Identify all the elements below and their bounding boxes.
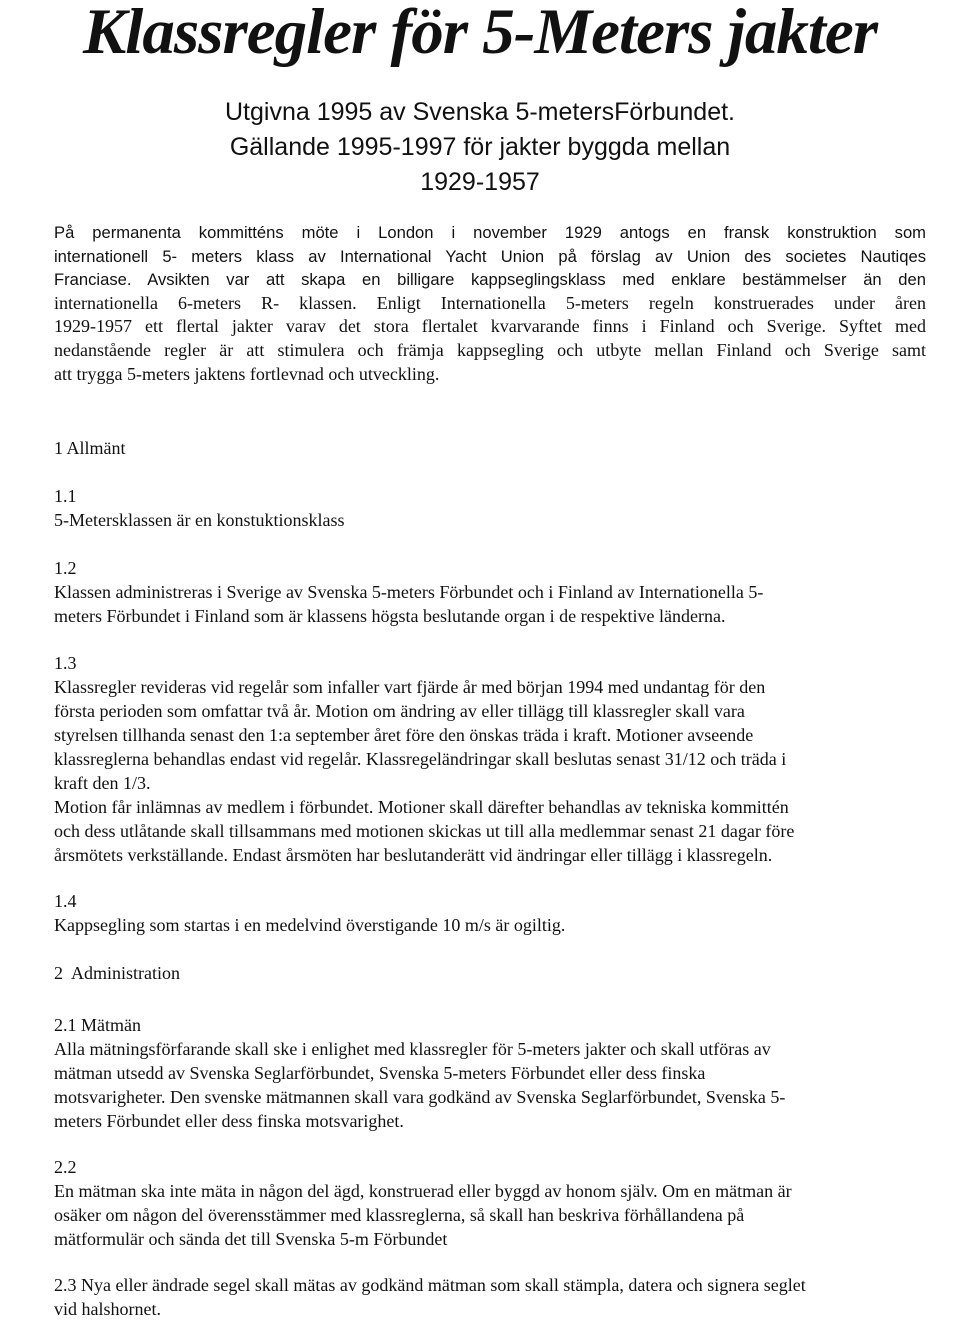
intro-paragraph [54,221,926,386]
section-number: 2.2 [54,1157,77,1177]
section-line: Motion får inlämnas av medlem i förbundet. Motioner skall därefter behandlas av tekniska kommittén [54,797,789,817]
intro-line: På permanenta kommitténs möte i London i november 1929 antogs en fransk konstruktion som [54,223,926,242]
section-line: och dess utlåtande skall tillsammans med motionen skickas ut till alla medlemmar senast 21 dagar före [54,821,795,841]
section-number: 2.1 Mätmän [54,1015,141,1035]
section-1-3 [54,651,914,867]
intro-line: internationella 6-meters R- klassen. Enligt Internationella 5-meters regeln konstruerades under åren [54,292,926,313]
section-line: klassreglerna behandlas endast vid regelår. Klassregeländringar skall beslutas senast 31/12 och träda i [54,749,787,769]
intro-line: 1929-1957 ett flertal jakter varav det stora flertalet kvarvarande finns i Finland och Sverige. Syftet med [54,316,926,337]
section-heading-allmant [54,436,914,460]
section-number: 1.3 [54,653,77,673]
section-line: 2 Administration [54,963,180,983]
section-line: 1 Allmänt [54,438,126,458]
intro-line: nedanstående regler är att stimulera och främja kappsegling och utbyte mellan Finland och Sverige samt [54,339,926,360]
intro-line: att trygga 5-meters jaktens fortlevnad och utveckling. [54,363,440,384]
section-line: Alla mätningsförfarande skall ske i enlighet med klassregler för 5-meters jakter och skall utföras av [54,1039,771,1059]
section-2-1 [54,1013,914,1133]
section-number: 1.2 [54,558,77,578]
section-line: motsvarigheter. Den svenske mätmannen skall vara godkänd av Svenska Seglarförbundet, Svenska 5- [54,1087,786,1107]
subtitle-line: Utgivna 1995 av Svenska 5-metersFörbundet. [225,98,735,126]
section-number: 1.1 [54,486,77,506]
document-title: Klassregler för 5-Meters jakter [82,0,878,68]
section-line: styrelsen tillhanda senast den 1:a september året före den önskas träda i kraft. Motioner avseende [54,725,754,745]
section-line: vid halshornet. [54,1299,161,1319]
section-2-2 [54,1155,914,1251]
document-subtitle [0,95,960,200]
section-2-3 [54,1273,914,1321]
section-line: Klassen administreras i Sverige av Svenska 5-meters Förbundet och i Finland av Internationella 5- [54,582,764,602]
intro-line: Franciase. Avsikten var att skapa en billigare kappseglingsklass med enklare bestämmelser än den [54,270,926,290]
section-line: 5-Metersklassen är en konstuktionsklass [54,510,345,530]
section-1-4 [54,889,914,937]
section-line: årsmötets verkställande. Endast årsmöten har beslutanderätt vid ändringar eller tillägg i klassregeln. [54,845,773,865]
section-line: En mätman ska inte mäta in någon del ägd, konstruerad eller byggd av honom själv. Om en mätman är [54,1181,792,1201]
section-line: mätformulär och sända det till Svenska 5-m Förbundet [54,1229,448,1249]
section-heading-administration [54,961,914,985]
section-line: Kappsegling som startas i en medelvind överstigande 10 m/s är ogiltig. [54,915,566,935]
intro-line: internationell 5- meters klass av International Yacht Union på förslag av Union des societes Nautiqes [54,246,926,266]
section-1-2 [54,556,914,628]
section-line: Klassregler revideras vid regelår som infaller vart fjärde år med början 1994 med undantag för den [54,677,766,697]
section-line: mätman utsedd av Svenska Seglarförbundet, Svenska 5-meters Förbundet eller dess finska [54,1063,706,1083]
section-line: 2.3 Nya eller ändrade segel skall mätas av godkänd mätman som skall stämpla, datera och signera seglet [54,1275,806,1295]
section-line: kraft den 1/3. [54,773,151,793]
subtitle-line: 1929-1957 [420,168,540,196]
section-line: osäker om någon del överensstämmer med klassreglerna, så skall han beskriva förhållandena på [54,1205,745,1225]
section-line: meters Förbundet i Finland som är klassens högsta beslutande organ i de respektive länderna. [54,606,726,626]
section-1-1 [54,484,914,532]
section-number: 1.4 [54,891,77,911]
subtitle-line: Gällande 1995-1997 för jakter byggda mellan [229,133,731,161]
section-line: första perioden som omfattar två år. Motion om ändring av eller tillägg till klassregler skall vara [54,701,745,721]
section-line: meters Förbundet eller dess finska motsvarighet. [54,1111,404,1131]
